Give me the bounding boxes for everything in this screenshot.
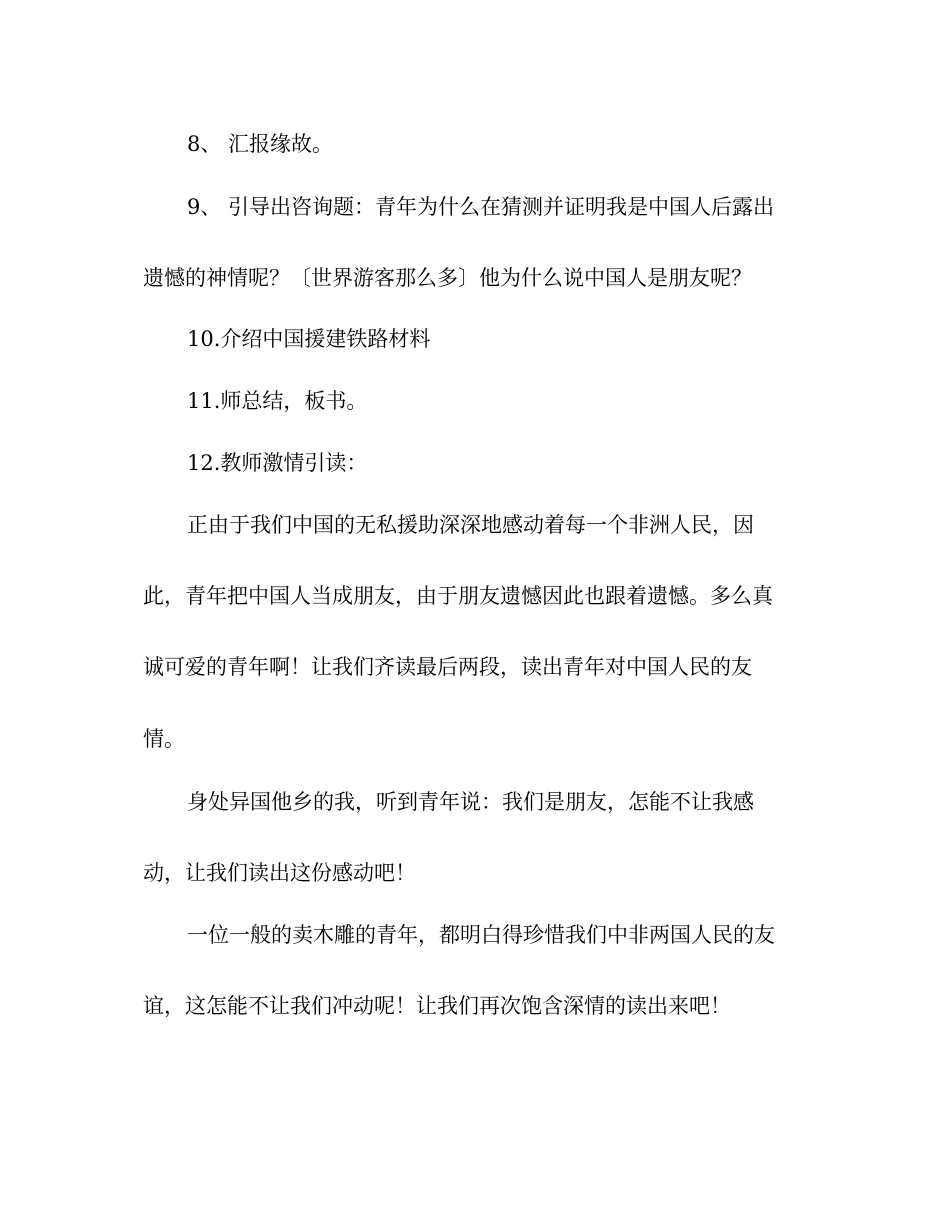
paragraph-line: 8、 汇报缘故。 [187, 132, 334, 156]
paragraph-line: 情。 [143, 727, 185, 751]
paragraph-line: 一位一般的卖木雕的青年，都明白得珍惜我们中非两国人民的友 [187, 923, 775, 947]
paragraph-line: 动，让我们读出这份感动吧！ [143, 861, 416, 885]
paragraph-line: 遗憾的神情呢？〔世界游客那么多〕他为什么说中国人是朋友呢？ [143, 266, 752, 290]
paragraph-line: 谊，这怎能不让我们冲动呢！让我们再次饱含深情的读出来吧！ [143, 994, 731, 1018]
paragraph-line: 10.介绍中国援建铁路材料 [187, 327, 431, 351]
paragraph-line: 此，青年把中国人当成朋友，由于朋友遗憾因此也跟着遗憾。多么真 [143, 584, 773, 608]
paragraph-line: 9、 引导出咨询题：青年为什么在猜测并证明我是中国人后露出 [187, 195, 775, 219]
paragraph-line: 正由于我们中国的无私援助深深地感动着每一个非洲人民，因 [187, 513, 754, 537]
paragraph-line: 身处异国他乡的我，听到青年说：我们是朋友，怎能不让我感 [187, 790, 754, 814]
paragraph-line: 诚可爱的青年啊！让我们齐读最后两段，读出青年对中国人民的友 [143, 655, 752, 679]
paragraph-line: 12.教师激情引读： [187, 451, 368, 475]
paragraph-line: 11.师总结，板书。 [187, 389, 368, 413]
